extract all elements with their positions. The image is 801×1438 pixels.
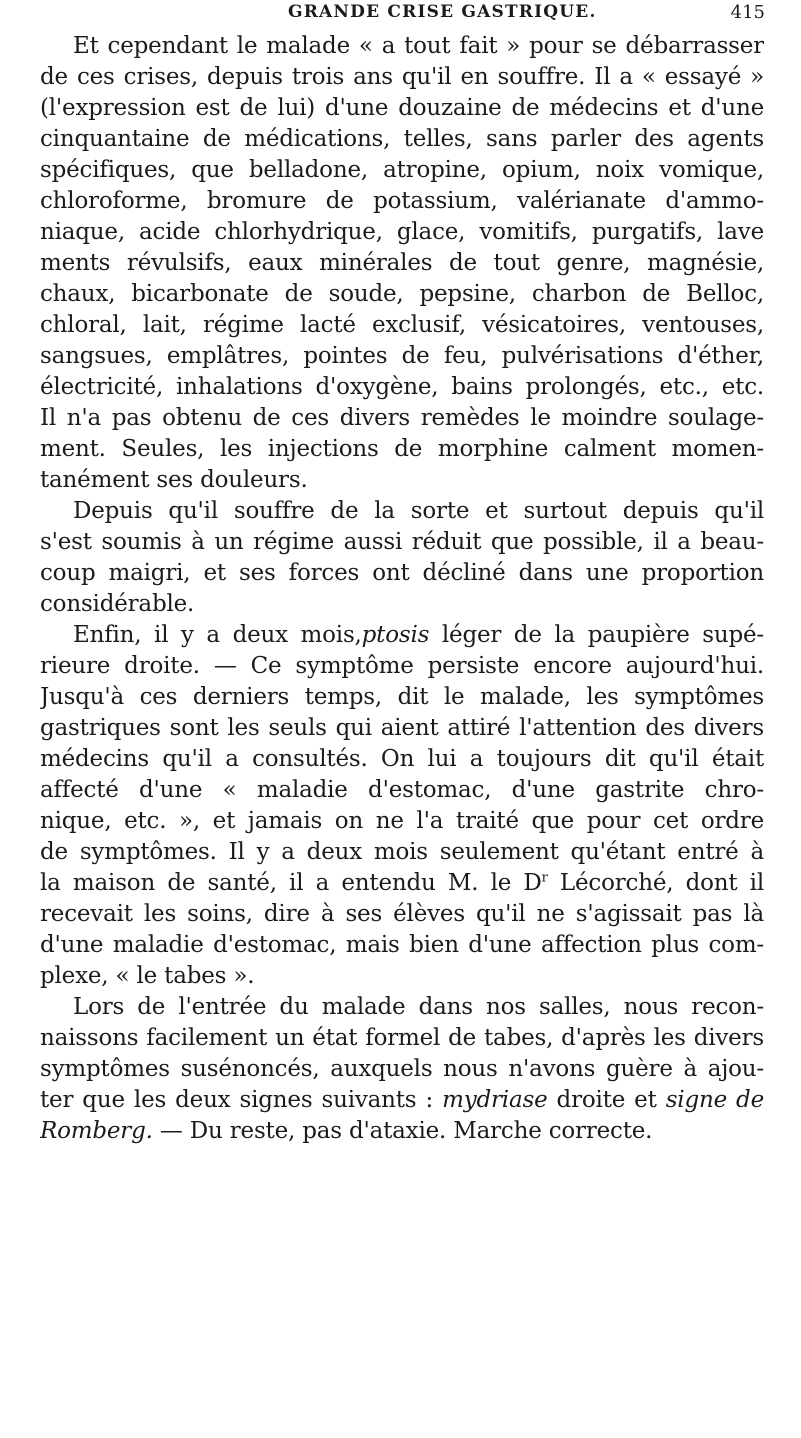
text-line [40,186,764,217]
chapter-title: GRANDE CRISE GASTRIQUE. [288,2,597,22]
italic-term: Romberg. [40,1118,153,1144]
text-line [40,837,764,868]
text-segment: sangsues, emplâtres, pointes de feu, pulvérisations d'éther, [40,343,764,369]
text-segment: Enfin, il y a deux mois, [73,622,362,648]
text-segment: considérable. [40,591,195,617]
text-line [40,62,764,93]
text-line [40,651,764,682]
text-segment: recevait les soins, dire à ses élèves qu'il ne s'agissait pas là [40,901,764,927]
text-segment: Depuis qu'il souffre de la sorte et surtout depuis qu'il [73,498,764,524]
italic-term: ptosis [361,622,430,648]
text-line [40,496,764,527]
text-segment: chaux, bicarbonate de soude, pepsine, charbon de Belloc, [40,281,764,307]
text-line [40,93,764,124]
text-segment: naissons facilement un état formel de tabes, d'après les divers [40,1025,764,1051]
text-line [40,310,764,341]
text-segment: ment. Seules, les injections de morphine calment momen- [40,436,764,462]
text-segment: nique, etc. », et jamais on ne l'a traité que pour cet ordre [40,808,764,834]
text-line [40,1116,764,1147]
text-segment: d'une maladie d'estomac, mais bien d'une affection plus com- [40,932,764,958]
text-segment: de symptômes. Il y a deux mois seulement qu'étant entré à [40,839,764,865]
text-line [40,465,764,496]
text-line [40,899,764,930]
text-segment: électricité, inhalations d'oxygène, bains prolongés, etc., etc. [40,374,764,400]
text-line [40,868,764,899]
text-segment: symptômes susénoncés, auxquels nous n'avons guère à ajou- [40,1056,764,1082]
text-line [40,248,764,279]
text-line [40,992,764,1023]
text-segment: Il n'a pas obtenu de ces divers remèdes le moindre soulage- [40,405,764,431]
text-segment: cinquantaine de médications, telles, sans parler des agents [40,126,764,152]
text-segment: Lors de l'entrée du malade dans nos salles, nous recon- [73,994,764,1020]
italic-term: signe de [665,1087,764,1113]
text-segment: niaque, acide chlorhydrique, glace, vomitifs, purgatifs, lave [40,219,764,245]
text-segment: chloroforme, bromure de potassium, valérianate d'ammo- [40,188,764,214]
text-segment: Et cependant le malade « a tout fait » pour se débarrasser [73,33,764,59]
text-line [40,403,764,434]
text-line [40,713,764,744]
text-segment: la maison de santé, il a entendu M. le D [40,870,542,896]
text-line [40,775,764,806]
text-line [40,558,764,589]
page-number: 415 [730,2,765,23]
text-line [40,1054,764,1085]
text-line [40,372,764,403]
italic-term: mydriase [442,1087,548,1113]
text-line [40,589,764,620]
text-segment: droite et [547,1087,666,1113]
text-segment: Lécorché, dont il [547,870,764,896]
text-line [40,930,764,961]
text-segment: affecté d'une « maladie d'estomac, d'une gastrite chro- [40,777,764,803]
text-line [40,744,764,775]
text-line [40,124,764,155]
text-segment: Jusqu'à ces derniers temps, dit le malade, les symptômes [40,684,764,710]
text-line [40,527,764,558]
text-line [40,961,764,992]
text-segment: médecins qu'il a consultés. On lui a toujours dit qu'il était [40,746,764,772]
text-segment: spécifiques, que belladone, atropine, opium, noix vomique, [40,157,764,183]
text-segment: coup maigri, et ses forces ont décliné dans une proportion [40,560,764,586]
text-segment: plexe, « le tabes ». [40,963,255,989]
text-line [40,620,764,651]
text-segment: — Du reste, pas d'ataxie. Marche correcte. [152,1118,653,1144]
text-line [40,341,764,372]
body-text [40,31,764,1147]
text-line [40,217,764,248]
running-header [40,2,765,26]
text-segment: s'est soumis à un régime aussi réduit que possible, il a beau- [40,529,764,555]
text-line [40,155,764,186]
text-segment: gastriques sont les seuls qui aient attiré l'attention des divers [40,715,764,741]
text-line [40,806,764,837]
text-segment: ments révulsifs, eaux minérales de tout genre, magnésie, [40,250,764,276]
text-segment: (l'expression est de lui) d'une douzaine de médecins et d'une [40,95,764,121]
text-segment: léger de la paupière supé- [429,622,764,648]
text-line [40,682,764,713]
text-segment: rieure droite. — Ce symptôme persiste encore aujourd'hui. [40,653,764,679]
text-line [40,279,764,310]
text-segment: chloral, lait, régime lacté exclusif, vésicatoires, ventouses, [40,312,764,338]
text-line [40,1085,764,1116]
text-line [40,31,764,62]
text-line [40,1023,764,1054]
text-segment: tanément ses douleurs. [40,467,308,493]
superscript: r [541,870,548,886]
text-line [40,434,764,465]
text-segment: de ces crises, depuis trois ans qu'il en souffre. Il a « essayé » [40,64,764,90]
text-segment: ter que les deux signes suivants : [40,1087,443,1113]
